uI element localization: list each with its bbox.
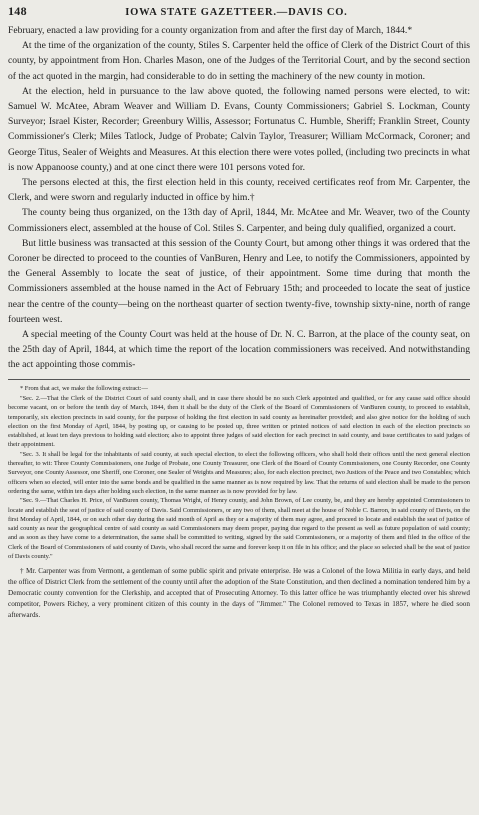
paragraph: A special meeting of the County Court was held at the house of Dr. N. C. Barron, at the place of the county seat, on the 25th day of April, 1844, at which time the report of the location commissioners was received. And notwithstanding the act appointing those commis-: [8, 329, 470, 371]
paragraph: At the election, held in pursuance to the law above quoted, the following named persons were elected, to wit: Samuel W. McAtee, Abram Weaver and William D. Evans, County Commissioners; Gabriel S. Lockman, County Surveyor; Israel Kister, Recorder; Greenbury Willis, Assessor; Fortunatus C. Humble, Sheriff; Franklin Street, County Commissioner's Clerk; Miles Tatlock, Judge of Probate; Calvin Taylor, Treasurer; William McCormack, Coroner; and George Titus, Sealer of Weights and Measures. At this election there were votes polled, (including two precincts in what is now Appanoose county,) and at one cinct there were 101 persons voted for.: [8, 85, 470, 173]
paragraph: But little business was transacted at this session of the County Court, but among other things it was ordered that the Coroner be directed to proceed to the counties of VanBuren, Henry and Lee, to notify the Commissioners, appointed by the General Assembly to locate the seat of justice, of their appointment. Some time during that month the Commissioners assembled at the house named in the Act of February 15th; and proceeded to locate the seat of justice near the centre of the county—being on the northeast quarter of section twenty-five, township sixty-nine, north of range fourteen west.: [8, 237, 470, 325]
page-header: [8, 4, 470, 20]
footnote-divider: [8, 379, 470, 380]
paragraph: February, enacted a law providing for a county organization from and after the first day of March, 1844.*: [8, 25, 413, 36]
running-title: IOWA STATE GAZETTEER.—DAVIS CO.: [125, 7, 348, 18]
footnote-section-3: "Sec. 3. It shall be legal for the inhabitants of said county, at such special election, to elect the following officers, who shall hold their offices until the next general election thereafter, to wit: Three County Commissioners, one Judge of Probate, one County Treasurer, one Clerk of the Board of County Commissioners, one County Recorder, one County Surveyor, one County Assessor, one Sheriff, one Coroner, one Sealer of Weights and Measures; also, for each election precinct, two Justices of the Peace and two Constables; which officers when so elected, will enter into the same bonds and be qualified in the same manner as is now required by law. That the returns of said election shall be made to the person ordering the same, within ten days after holding such election, in the same manner as is now provided for by law.: [8, 450, 470, 495]
page-number: 148: [8, 4, 27, 18]
footnote-section-9: "Sec. 9.—That Charles H. Price, of VanBuren county, Thomas Wright, of Henry county, and John Brown, of Lee county, be, and they are hereby appointed Commissioners to locate and establish the seat of justice of said county of Davis. Said Commissioners, or any two of them, shall meet at the house of Noble C. Barron, in said county of Davis, on the first Monday of April, 1844, or on such other day during the said month of April as they or a majority of them may agree, and proceed to locate and establish the seat of justice of said county as near the geographical centre of said county as said Commissioners may deem proper, paying due regard to the present as well as future population of said county; and as soon as they have come to a determination, the same shall be committed to writing, signed by the said Commissioners, or a majority of them and filed in the office of the Clerk of the Board of Commissioners of said county of Davis, who shall record the same and forever keep it on file in his office; and the place so selected shall be the seat of justice of Davis county.": [8, 497, 470, 561]
paragraph: The county being thus organized, on the 13th day of April, 1844, Mr. McAtee and Mr. Weaver, two of the County Commissioners elect, assembled at the house of Col. Stiles S. Carpenter, and being duly qualified, organized a court.: [8, 207, 470, 234]
footnote-dagger: † Mr. Carpenter was from Vermont, a gentleman of some public spirit and private enterprise. He was a Colonel of the Iowa Militia in early days, and held the office of District Clerk from the settlement of the county until after the adoption of the State Constitution, and then declined a nomination tendered him by a Democratic county convention for the Clerkship, and accepted that of Prosecuting Attorney. To this latter office he was triumphantly elected over his shrewd competitor, Powers Richey, a very prominent citizen of this county in the days of "Jimmer." The Colonel removed to Texas in 1857, where he died soon afterwards.: [8, 567, 470, 620]
footnotes: [8, 384, 470, 622]
main-text: [8, 23, 470, 373]
paragraph: At the time of the organization of the county, Stiles S. Carpenter held the office of Clerk of the District Court of this county, by appointment from Hon. Charles Mason, one of the Judges of the Territorial Court, and by the second section of the act quoted in the margin, had considerable to do in setting the machinery of the new county in motion.: [8, 40, 470, 82]
footnote-intro: * From that act, we make the following extract:—: [20, 384, 148, 392]
paragraph: The persons elected at this, the first election held in this county, received certificates reof from Mr. Carpenter, the Clerk, and were sworn and regularly inducted in office by him.†: [8, 177, 470, 204]
footnote-section-2: "Sec. 2.—That the Clerk of the District Court of said county shall, and in case there should be no such Clerk appointed and qualified, or for any cause said office should become vacant, on or before the tenth day of March, 1844, then it shall be the duty of the Clerk of the Board of Commissioners of VanBuren county, to proceed to establish, temporarily, six election precincts in said county, for the purpose of holding the first election in said county as hereinafter provided; and also give notice for the holding of such election on the first Monday of April, 1844, by posting up, or causing to be posted up, three written or printed notices of said election in each of the election precincts so established, at least ten days previous to holding said election; also to appoint three judges of said election for each precinct in said county, and issue certificates to said judges of their appointment.: [8, 394, 470, 449]
